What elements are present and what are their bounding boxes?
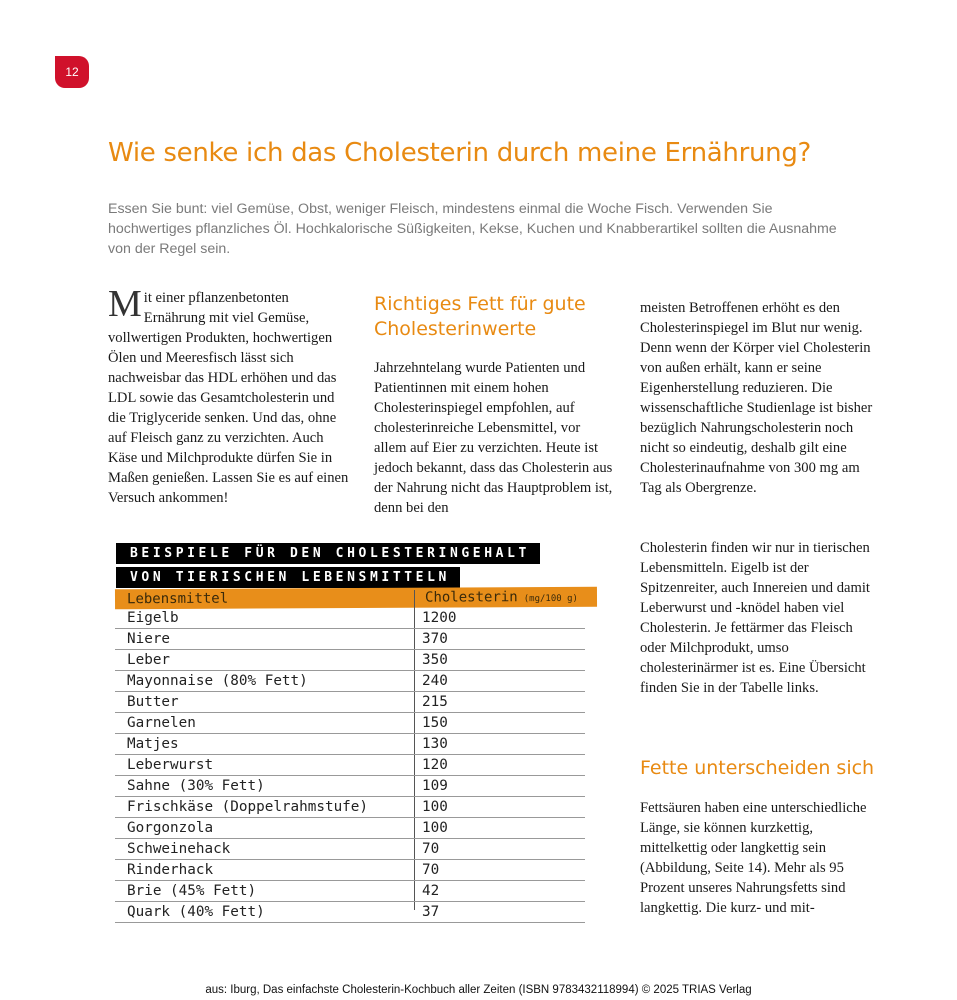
- table-cell-value: 215: [422, 694, 448, 710]
- table-row: [115, 797, 585, 818]
- table-cell-value: 130: [422, 736, 448, 752]
- table-cell-value: 37: [422, 904, 440, 920]
- page-number-badge: 12: [55, 56, 89, 88]
- table-cell-value: 100: [422, 799, 448, 815]
- table-cell-value: 70: [422, 862, 440, 878]
- table-cell-food: Quark (40% Fett): [127, 904, 265, 920]
- table-cell-value: 42: [422, 883, 440, 899]
- table-body: [115, 608, 585, 923]
- table-cell-food: Eigelb: [127, 610, 179, 626]
- table-row: [115, 692, 585, 713]
- table-cell-food: Niere: [127, 631, 171, 647]
- table-row: [115, 650, 585, 671]
- table-cell-value: 1200: [422, 610, 457, 626]
- table-title-line-1: BEISPIELE FÜR DEN CHOLESTERINGEHALT: [116, 543, 540, 564]
- table-row: [115, 860, 585, 881]
- table-row: [115, 776, 585, 797]
- table-cell-value: 370: [422, 631, 448, 647]
- table-cell-food: Brie (45% Fett): [127, 883, 257, 899]
- table-cell-value: 240: [422, 673, 448, 689]
- table-row: [115, 713, 585, 734]
- page-title: Wie senke ich das Cholesterin durch meine Ernährung?: [108, 138, 812, 168]
- table-header-food: Lebensmittel: [126, 590, 229, 608]
- table-cell-food: Garnelen: [127, 715, 196, 731]
- table-cell-food: Schweinehack: [127, 841, 231, 857]
- table-row: [115, 902, 585, 923]
- column-2: [374, 358, 614, 518]
- drop-cap: M: [108, 283, 142, 325]
- table-cell-food: Matjes: [127, 736, 179, 752]
- column-3-text-2: Cholesterin finden wir nur in tierischen Lebensmitteln. Eigelb ist der Spitzenreiter, auch Innereien und damit Leberwurst und -knödel haben viel Cholesterin. Je fettärmer das Fleisch oder Milchprodukt, umso cholesterinärmer ist es. Eine Übersicht finden Sie in der Tabelle links.: [640, 540, 870, 696]
- column-3-text-1: meisten Betroffenen erhöht es den Cholesterinspiegel im Blut nur wenig. Denn wenn der Körper viel Cholesterin von außen erhält, kann er seine Eigenherstellung reduzieren. Die wissenschaftliche Studienlage ist bisher bezüglich Nahrungscholesterin noch nicht so eindeutig, deshalb gilt eine Cholesterinaufnahme von 300 mg am Tag als Obergrenze.: [640, 300, 873, 496]
- column-2-text: Jahrzehntelang wurde Patienten und Patientinnen mit einem hohen Cholesterinspiegel empfohlen, auf cholesterinreiche Lebensmittel, vor allem auf Eier zu verzichten. Heute ist jedoch bekannt, dass das Cholesterin aus der Nahrung nicht das Hauptproblem ist, denn bei den: [374, 360, 613, 516]
- intro-paragraph: Essen Sie bunt: viel Gemüse, Obst, weniger Fleisch, mindestens einmal die Woche Fisch. Verwenden Sie hochwertiges pflanzliches Öl. Hochkalorische Süßigkeiten, Kekse, Kuchen und Knabberartikel sollten die Ausnahme von der Regel sein.: [108, 201, 837, 257]
- table-row: [115, 671, 585, 692]
- heading-fette-unterscheiden: Fette unterscheiden sich: [640, 757, 875, 779]
- table-title-line-2: VON TIERISCHEN LEBENSMITTELN: [116, 567, 460, 588]
- table-cell-food: Gorgonzola: [127, 820, 214, 836]
- table-row: [115, 755, 585, 776]
- column-3-paragraph-2: [640, 538, 880, 698]
- table-row: [115, 629, 585, 650]
- table-cell-food: Sahne (30% Fett): [127, 778, 265, 794]
- footer-citation: aus: Iburg, Das einfachste Cholesterin-Kochbuch aller Zeiten (ISBN 9783432118994) © 2025 TRIAS Verlag: [205, 984, 752, 996]
- column-3-paragraph-1: [640, 298, 880, 498]
- table-row: [115, 818, 585, 839]
- heading-richtiges-fett: Richtiges Fett für gute Cholesterinwerte: [374, 293, 586, 340]
- table-cell-value: 350: [422, 652, 448, 668]
- table-cell-value: 70: [422, 841, 440, 857]
- table-header: [115, 587, 597, 610]
- table-cell-food: Rinderhack: [127, 862, 214, 878]
- table-cell-value: 100: [422, 820, 448, 836]
- table-cell-food: Mayonnaise (80% Fett): [127, 673, 308, 689]
- table-cell-value: 109: [422, 778, 448, 794]
- table-cell-food: Butter: [127, 694, 179, 710]
- column-3-paragraph-3: [640, 798, 880, 918]
- column-1: [108, 283, 353, 508]
- column-3-text-3: Fettsäuren haben eine unterschiedliche Länge, sie können kurzkettig, mittelkettig oder langkettig sein (Abbildung, Seite 14). Mehr als 95 Prozent unseres Nahrungsfetts sind langkettig. Die kurz- und mit-: [640, 800, 867, 916]
- table-header-unit: (mg/100 g): [523, 593, 578, 605]
- table-row: [115, 608, 585, 629]
- table-row: [115, 839, 585, 860]
- column-1-text: it einer pflanzenbetonten Ernährung mit viel Gemüse, vollwertigen Produkten, hochwertigen Ölen und Meeresfisch lässt sich nachweisbar das HDL erhöhen und das LDL sowie das Gesamtcholesterin und die Triglyceride senken. Und das, ohne auf Fleisch ganz zu verzichten. Auch Käse und Milchprodukte dürfen Sie in Maßen genießen. Lassen Sie es auf einen Versuch ankommen!: [108, 290, 349, 506]
- table-cell-value: 120: [422, 757, 448, 773]
- table-cell-food: Leber: [127, 652, 171, 668]
- table-cell-food: Leberwurst: [127, 757, 214, 773]
- table-row: [115, 734, 585, 755]
- table-cell-food: Frischkäse (Doppelrahmstufe): [127, 799, 369, 815]
- table-header-cholesterol: Cholesterin (mg/100 g): [424, 589, 578, 606]
- table-cell-value: 150: [422, 715, 448, 731]
- table-row: [115, 881, 585, 902]
